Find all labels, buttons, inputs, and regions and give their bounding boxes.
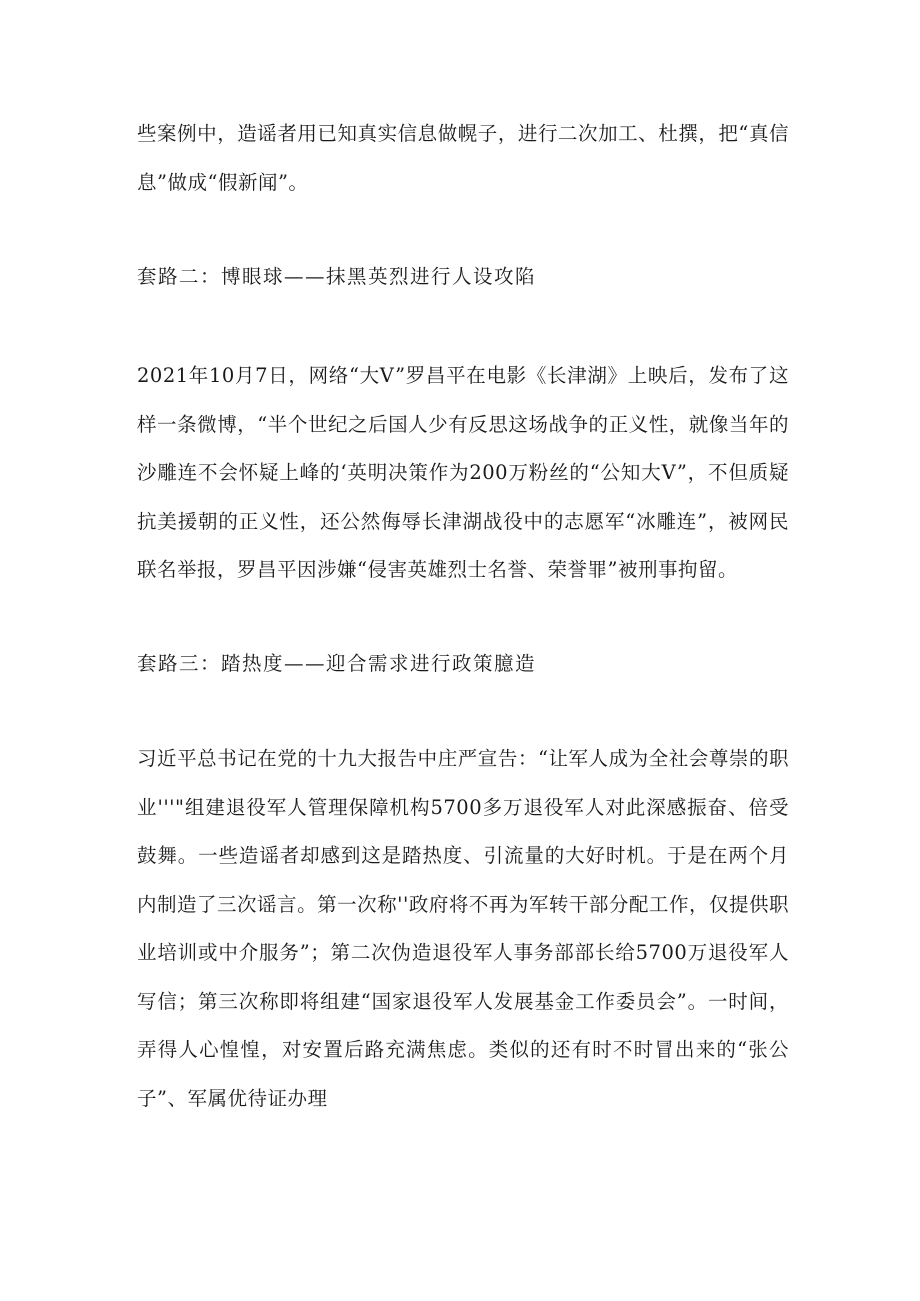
paragraph-case-examples: 些案例中，造谣者用已知真实信息做幌子，进行二次加工、杜撰，把“真信息”做成“假新闻”。 (137, 122, 789, 194)
paragraph-veterans-rumors: 习近平总书记在党的十九大报告中庄严宣告：“让军人成为全社会尊崇的职业'''"组建退役军人管理保障机构5700多万退役军人对此深感振奋、倍受鼓舞。一些造谣者却感到这是踏热度、引流量的大好时机。于是在两个月内制造了三次谣言。第一次称''政府将不再为军转干部分配工作，仅提供职业培训或中介服务”；第二次伪造退役军人事务部部长给5700万退役军人写信；第三次称即将组建“国家退役军人发展基金工作委员会”。一时间，弄得人心惶惶，对安置后路充满焦虑。类似的还有时不时冒出来的“张公子”、军属优待证办理 (137, 747, 789, 1110)
heading-tactic-two: 套路二：博眼球——抹黑英烈进行人设攻陷 (137, 265, 537, 288)
paragraph-luo-changping: 2021年10月7日，网络“大V”罗昌平在电影《长津湖》上映后，发布了这样一条微博，“半个世纪之后国人少有反思这场战争的正义性，就像当年的沙雕连不会怀疑上峰的‘英明决策作为200万粉丝的“公知大V”，不但质疑抗美援朝的正义性，还公然侮辱长津湖战役中的志愿军“冰雕连”，被网民联名举报，罗昌平因涉嫌“侵害英雄烈士名誉、荣誉罪”被刑事拘留。 (137, 364, 789, 581)
heading-tactic-three: 套路三：踏热度——迎合需求进行政策臆造 (137, 652, 537, 675)
